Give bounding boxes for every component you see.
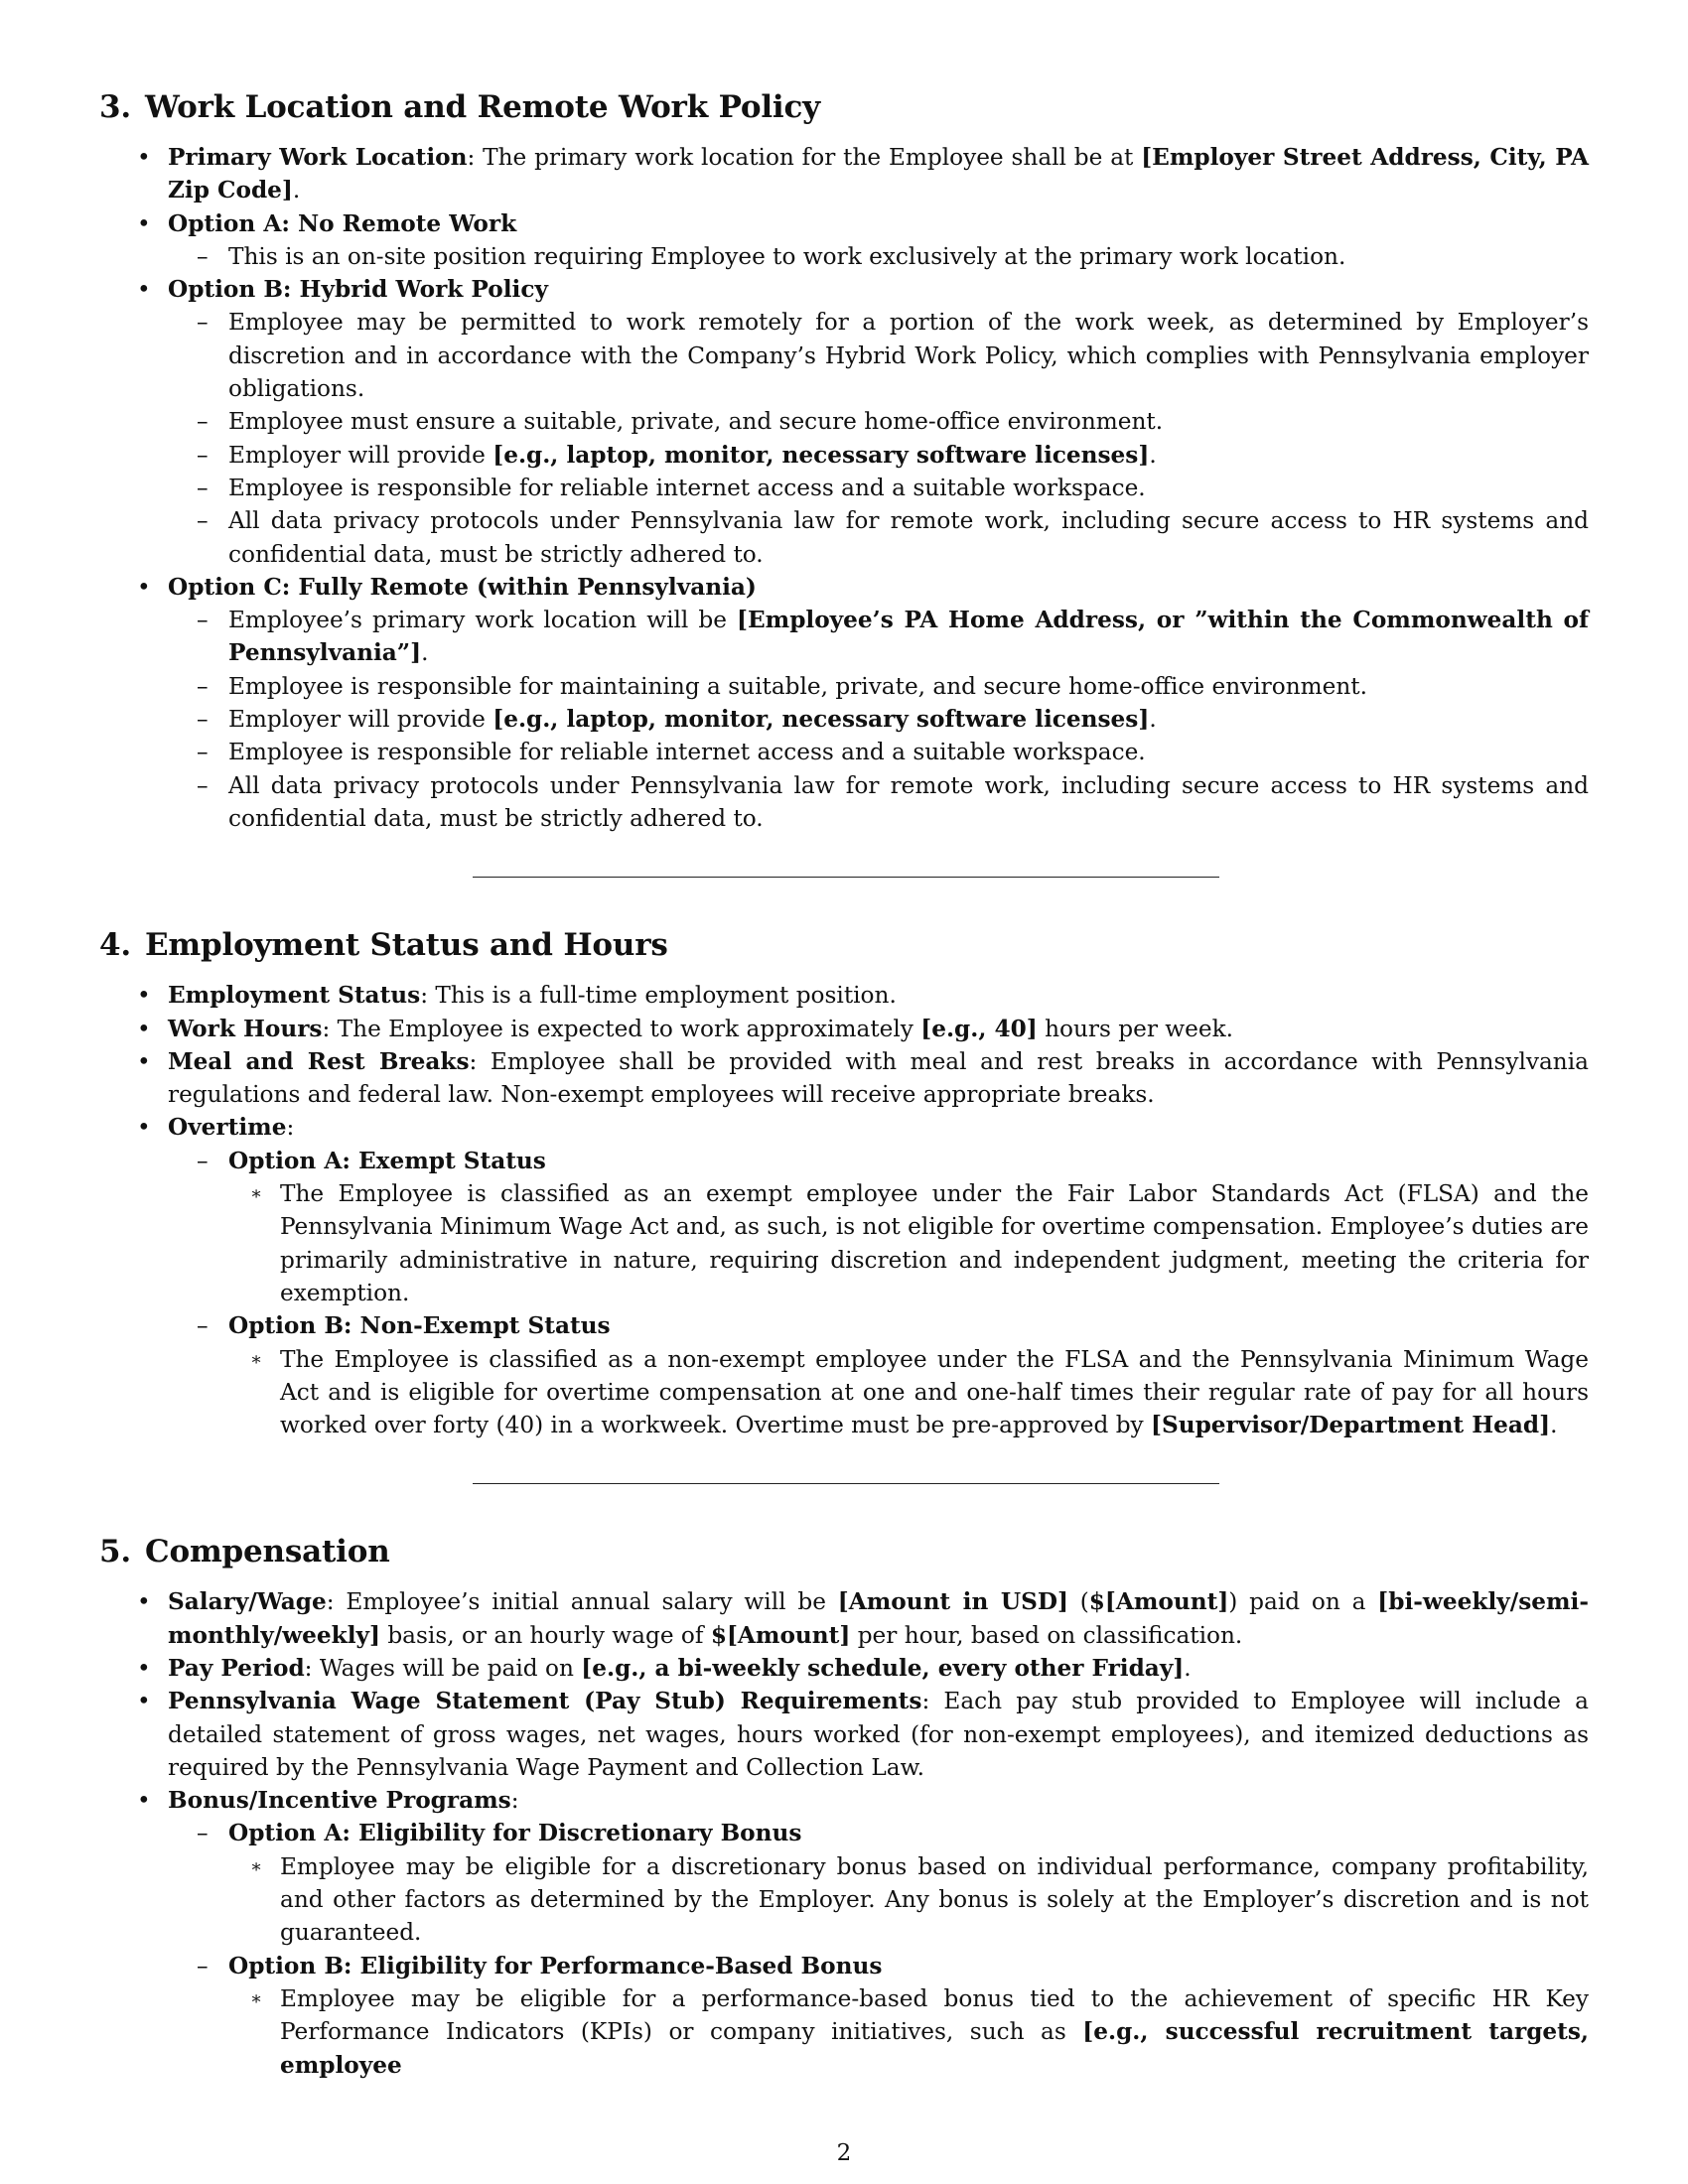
section-title: Work Location and Remote Work Policy: [145, 89, 820, 125]
item-text: The Employee is classified as a non-exempt employee under the FLSA and the Pennsylvania Minimum Wage Act and is eligible for overtime compensation at one and one-half times their regular rate of pay for all hours worked over forty (40) in a workweek. Overtime must be pre-approved by: [280, 1345, 1589, 1439]
item-text: .: [292, 177, 301, 205]
item-text: :: [286, 1114, 295, 1142]
page-number: 2: [836, 2140, 852, 2166]
section-number: 3.: [99, 89, 131, 125]
asterisk-icon: ∗: [250, 1183, 263, 1205]
item-text: Employer will provide: [228, 706, 493, 734]
list-item: [99, 472, 1589, 504]
dash-icon: –: [197, 771, 209, 799]
dash-icon: –: [197, 672, 209, 700]
item-text: .: [1184, 1654, 1192, 1682]
bullet-icon: •: [137, 982, 151, 1010]
bullet-icon: •: [137, 1114, 151, 1142]
dash-icon: –: [197, 607, 209, 634]
bullet-icon: •: [137, 276, 151, 304]
item-text: Employee may be eligible for a performance-based bonus tied to the achievement of specific HR Key Performance Indicators (KPIs) or company initiatives, such as: [280, 1984, 1589, 2046]
list-item: [99, 1177, 1589, 1309]
section-divider: [473, 1483, 1219, 1484]
option-label: Option C: Fully Remote (within Pennsylvania): [168, 573, 757, 601]
list-item: [99, 571, 1589, 604]
bullet-icon: •: [137, 1047, 151, 1075]
list-item: [99, 979, 1589, 1012]
item-label: Pay Period: [168, 1654, 305, 1682]
list-item: [99, 703, 1589, 736]
placeholder: $[Amount]: [710, 1621, 851, 1649]
list-item: [99, 1982, 1589, 2082]
placeholder: [e.g., laptop, monitor, necessary software licenses]: [492, 441, 1150, 469]
list-item: [99, 670, 1589, 703]
dash-icon: –: [197, 242, 209, 270]
item-text: hours per week.: [1037, 1015, 1234, 1042]
list-item: [99, 1013, 1589, 1045]
asterisk-icon: ∗: [250, 1348, 263, 1370]
dash-icon: –: [197, 309, 209, 337]
bullet-icon: •: [137, 1787, 151, 1815]
item-text: basis, or an hourly wage of: [379, 1621, 711, 1649]
item-label: Pennsylvania Wage Statement (Pay Stub) Requirements: [168, 1688, 922, 1715]
placeholder: [Supervisor/Department Head]: [1151, 1412, 1551, 1439]
bullet-icon: •: [137, 1588, 151, 1616]
dash-icon: –: [197, 507, 209, 535]
section-4-heading: [99, 925, 1589, 965]
dash-icon: –: [197, 408, 209, 436]
item-text: Employee may be permitted to work remotely for a portion of the work week, as determined by Employer’s discretion and in accordance with the Company’s Hybrid Work Policy, which complies with Pennsylvania employer obligations.: [228, 309, 1589, 403]
placeholder: [e.g., laptop, monitor, necessary software licenses]: [492, 706, 1150, 734]
section-number: 4.: [99, 927, 131, 964]
list-item: [99, 769, 1589, 836]
list-item: [99, 1145, 1589, 1177]
placeholder: [Employee’s PA Home Address, or ”within the Commonwealth of Pennsylvania”]: [228, 607, 1589, 667]
item-text: : This is a full-time employment position.: [420, 982, 897, 1010]
dash-icon: –: [197, 1147, 209, 1174]
list-item: [99, 1784, 1589, 1817]
item-text: (: [1067, 1588, 1089, 1616]
bullet-icon: •: [137, 573, 151, 601]
list-item: [99, 1309, 1589, 1342]
dash-icon: –: [197, 1952, 209, 1979]
list-item: [99, 1343, 1589, 1442]
list-item: [99, 306, 1589, 405]
item-text: : Employee shall be provided with meal and rest breaks in accordance with Pennsylvania regulations and federal law. Non-exempt employees will receive appropriate breaks.: [168, 1047, 1589, 1109]
list-item: [99, 1685, 1589, 1784]
bullet-icon: •: [137, 209, 151, 237]
item-text: Employee is responsible for reliable internet access and a suitable workspace.: [228, 739, 1146, 766]
item-label: Overtime: [168, 1114, 287, 1142]
list-item: [99, 1585, 1589, 1652]
list-item: [99, 1111, 1589, 1144]
item-text: Employer will provide: [228, 441, 493, 469]
placeholder: [e.g., 40]: [920, 1015, 1038, 1042]
dash-icon: –: [197, 441, 209, 469]
item-text: per hour, based on classification.: [850, 1621, 1243, 1649]
document-page: [99, 87, 1589, 2082]
option-label: Option A: No Remote Work: [168, 209, 517, 237]
item-text: : Wages will be paid on: [304, 1654, 582, 1682]
asterisk-icon: ∗: [250, 1987, 263, 2009]
placeholder: [e.g., a bi-weekly schedule, every other Friday]: [581, 1654, 1185, 1682]
item-text: All data privacy protocols under Pennsylvania law for remote work, including secure access to HR systems and confidential data, must be strictly adhered to.: [228, 771, 1589, 832]
item-text: .: [1550, 1412, 1558, 1439]
item-text: Employee’s primary work location will be: [228, 607, 738, 634]
section-number: 5.: [99, 1534, 131, 1570]
section-3-list: [99, 141, 1589, 835]
item-text: Employee is responsible for maintaining a suitable, private, and secure home-office environment.: [228, 672, 1367, 700]
option-label: Option B: Non-Exempt Status: [228, 1312, 611, 1340]
placeholder: [bi-weekly/semi-monthly/weekly]: [168, 1588, 1589, 1649]
item-text: The Employee is classified as an exempt employee under the Fair Labor Standards Act (FLSA) and the Pennsylvania Minimum Wage Act and, as such, is not eligible for overtime compensation. Employee’s duties are primarily administrative in nature, requiring discretion and independent judgment, meeting the criteria for exemption.: [280, 1180, 1589, 1306]
item-text: Employee is responsible for reliable internet access and a suitable workspace.: [228, 474, 1146, 501]
placeholder: [Amount in USD]: [837, 1588, 1068, 1616]
list-item: [99, 273, 1589, 306]
option-label: Option A: Eligibility for Discretionary Bonus: [228, 1820, 802, 1847]
item-text: .: [1149, 441, 1157, 469]
dash-icon: –: [197, 706, 209, 734]
item-label: Primary Work Location: [168, 144, 468, 171]
section-4-list: [99, 979, 1589, 1441]
placeholder: [e.g., successful recruitment targets, employee: [280, 2018, 1589, 2079]
list-item: [99, 736, 1589, 768]
item-text: : Employee’s initial annual salary will be: [326, 1588, 838, 1616]
item-text: ) paid on a: [1228, 1588, 1378, 1616]
option-label: Option B: Eligibility for Performance-Based Bonus: [228, 1952, 883, 1979]
item-label: Bonus/Incentive Programs: [168, 1787, 511, 1815]
list-item: [99, 240, 1589, 273]
option-label: Option A: Exempt Status: [228, 1147, 546, 1174]
item-label: Employment Status: [168, 982, 421, 1010]
bullet-icon: •: [137, 1015, 151, 1042]
item-text: .: [1149, 706, 1157, 734]
list-item: [99, 1045, 1589, 1112]
section-title: Compensation: [145, 1534, 390, 1570]
bullet-icon: •: [137, 1654, 151, 1682]
placeholder: $[Amount]: [1088, 1588, 1229, 1616]
dash-icon: –: [197, 1312, 209, 1340]
dash-icon: –: [197, 1820, 209, 1847]
list-item: [99, 604, 1589, 670]
section-5-heading: [99, 1532, 1589, 1571]
item-label: Salary/Wage: [168, 1588, 327, 1616]
item-text: This is an on-site position requiring Employee to work exclusively at the primary work location.: [228, 242, 1346, 270]
section-5-list: [99, 1585, 1589, 2081]
item-text: .: [421, 639, 429, 667]
asterisk-icon: ∗: [250, 1855, 263, 1877]
option-label: Option B: Hybrid Work Policy: [168, 276, 548, 304]
dash-icon: –: [197, 739, 209, 766]
bullet-icon: •: [137, 144, 151, 171]
dash-icon: –: [197, 474, 209, 501]
list-item: [99, 504, 1589, 571]
list-item: [99, 1652, 1589, 1685]
list-item: [99, 1817, 1589, 1849]
item-text: Employee must ensure a suitable, private, and secure home-office environment.: [228, 408, 1164, 436]
list-item: [99, 207, 1589, 240]
section-3-heading: [99, 87, 1589, 127]
bullet-icon: •: [137, 1688, 151, 1715]
section-divider: [473, 877, 1219, 878]
item-text: : Each pay stub provided to Employee will include a detailed statement of gross wages, net wages, hours worked (for non-exempt employees), and itemized deductions as required by the Pennsylvania Wage Payment and Collection Law.: [168, 1688, 1589, 1781]
placeholder: [Employer Street Address, City, PA Zip Code]: [168, 144, 1589, 205]
list-item: [99, 405, 1589, 438]
list-item: [99, 141, 1589, 207]
list-item: [99, 1950, 1589, 1982]
item-text: All data privacy protocols under Pennsylvania law for remote work, including secure access to HR systems and confidential data, must be strictly adhered to.: [228, 507, 1589, 568]
item-text: Employee may be eligible for a discretionary bonus based on individual performance, company profitability, and other factors as determined by the Employer. Any bonus is solely at the Employer’s discretion and is not guaranteed.: [280, 1852, 1589, 1947]
item-text: : The Employee is expected to work approximately: [322, 1015, 921, 1042]
list-item: [99, 1850, 1589, 1950]
item-label: Work Hours: [168, 1015, 323, 1042]
item-text: :: [510, 1787, 519, 1815]
item-label: Meal and Rest Breaks: [168, 1047, 470, 1075]
list-item: [99, 439, 1589, 472]
item-text: : The primary work location for the Employee shall be at: [467, 144, 1142, 171]
section-title: Employment Status and Hours: [145, 927, 668, 964]
